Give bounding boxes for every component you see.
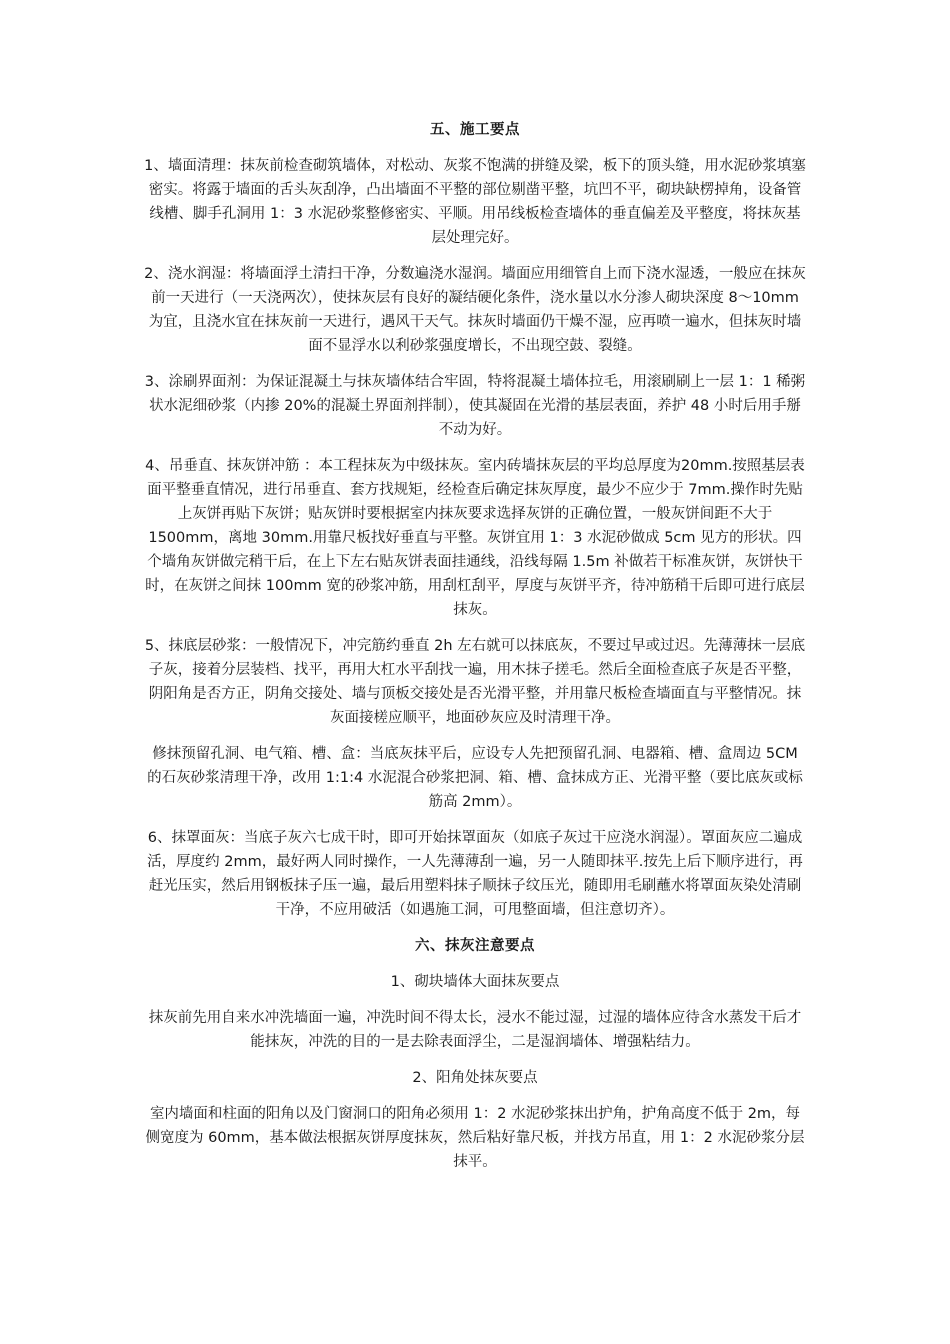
paragraph-block-wall: 抹灰前先用自来水冲洗墙面一遍，冲洗时间不得太长，浸水不能过湿，过湿的墙体应待含水蒸发干后才能抹灰，冲洗的目的一是去除表面浮尘，二是湿润墙体、增强粘结力。 xyxy=(148,1010,802,1050)
section-6-heading: 六、抹灰注意要点 xyxy=(415,938,535,954)
document-page xyxy=(143,118,807,1186)
paragraph-watering: 2、浇水润湿：将墙面浮土清扫干净，分数遍浇水湿润。墙面应用细管自上而下浇水湿透，一般应在抹灰前一天进行（一天浇两次），使抹灰层有良好的凝结硬化条件，浇水量以水分渗人砌块深度 8～10mm 为宜，且浇水宜在抹灰前一天进行，遇风干天气。抹灰时墙面仍干燥不湿，应再喷一遍水，但抹灰时墙面不显浮水以利砂浆强度增长，不出现空鼓、裂缝。 xyxy=(144,266,806,354)
paragraph-wall-cleaning: 1、墙面清理：抹灰前检查砌筑墙体，对松动、灰浆不饱满的拼缝及梁，板下的顶头缝，用水泥砂浆填塞密实。将露于墙面的舌头灰刮净，凸出墙面不平整的部位剔凿平整，坑凹不平，砌块缺楞掉角，设备管线槽、脚手孔洞用 1：3 水泥砂浆整修密实、平顺。用吊线板检查墙体的垂直偏差及平整度，将抹灰基层处理完好。 xyxy=(144,158,806,246)
section-5-heading: 五、施工要点 xyxy=(430,122,520,138)
paragraph-plumb-screeds: 4、吊垂直、抹灰饼冲筋 ：本工程抹灰为中级抹灰。室内砖墙抹灰层的平均总厚度为20mm.按照基层表面平整垂直情况，进行吊垂直、套方找规矩，经检查后确定抹灰厚度，最少不应少于 7mm.操作时先贴上灰饼再贴下灰饼；贴灰饼时要根据室内抹灰要求选择灰饼的正确位置，一般灰饼间距不大于 1500mm，离地 30mm.用靠尺板找好垂直与平整。灰饼宜用 1：3 水泥砂做成 5cm 见方的形状。四个墙角灰饼做完稍干后，在上下左右贴灰饼表面挂通线，沿线每隔 1.5m 补做若干标准灰饼，灰饼快干时，在灰饼之间抹 100mm 宽的砂浆冲筋，用刮杠刮平，厚度与灰饼平齐，待冲筋稍干后即可进行底层抹灰。 xyxy=(145,458,805,618)
paragraph-base-coat: 5、抹底层砂浆：一般情况下，冲完筋约垂直 2h 左右就可以抹底灰，不要过早或过迟。先薄薄抹一层底子灰，接着分层装档、找平，再用大杠水平刮找一遍，用木抹子搓毛。然后全面检查底子灰是否平整，阴阳角是否方正，阴角交接处、墙与顶板交接处是否光滑平整，并用靠尺板检查墙面直与平整情况。抹灰面接槎应顺平，地面砂灰应及时清理干净。 xyxy=(144,638,806,726)
paragraph-interface-agent: 3、涂刷界面剂：为保证混凝土与抹灰墙体结合牢固，特将混凝土墙体拉毛，用滚刷刷上一层 1：1 稀粥状水泥细砂浆（内掺 20%的混凝土界面剂拌制），使其凝固在光滑的基层表面，养护 48 小时后用手掰不动为好。 xyxy=(144,374,806,438)
paragraph-finish-coat: 6、抹罩面灰：当底子灰六七成干时，即可开始抹罩面灰（如底子灰过干应浇水润湿）。罩面灰应二遍成活，厚度约 2mm，最好两人同时操作，一人先薄薄刮一遍，另一人随即抹平.按先上后下顺序进行，再赶光压实，然后用钢板抹子压一遍，最后用塑料抹子顺抹子纹压光，随即用毛刷蘸水将罩面灰染处清刷干净，不应用破活（如遇施工洞，可甩整面墙，但注意切齐）。 xyxy=(147,830,803,918)
paragraph-external-corner: 室内墙面和柱面的阳角以及门窗洞口的阳角必须用 1：2 水泥砂浆抹出护角，护角高度不低于 2m，每侧宽度为 60mm，基本做法根据灰饼厚度抹灰，然后粘好靠尺板，并找方吊直，用 1：2 水泥砂浆分层抹平。 xyxy=(145,1106,805,1170)
subheading-block-wall: 1、砌块墙体大面抹灰要点 xyxy=(390,974,560,990)
paragraph-openings-repair: 修抹预留孔洞、电气箱、槽、盒：当底灰抹平后，应设专人先把预留孔洞、电器箱、槽、盒周边 5CM 的石灰砂浆清理干净，改用 1:1:4 水泥混合砂浆把洞、箱、槽、盒抹成方正、光滑平整（要比底灰或标筋高 2mm）。 xyxy=(147,746,803,810)
subheading-external-corner: 2、阳角处抹灰要点 xyxy=(412,1070,538,1086)
